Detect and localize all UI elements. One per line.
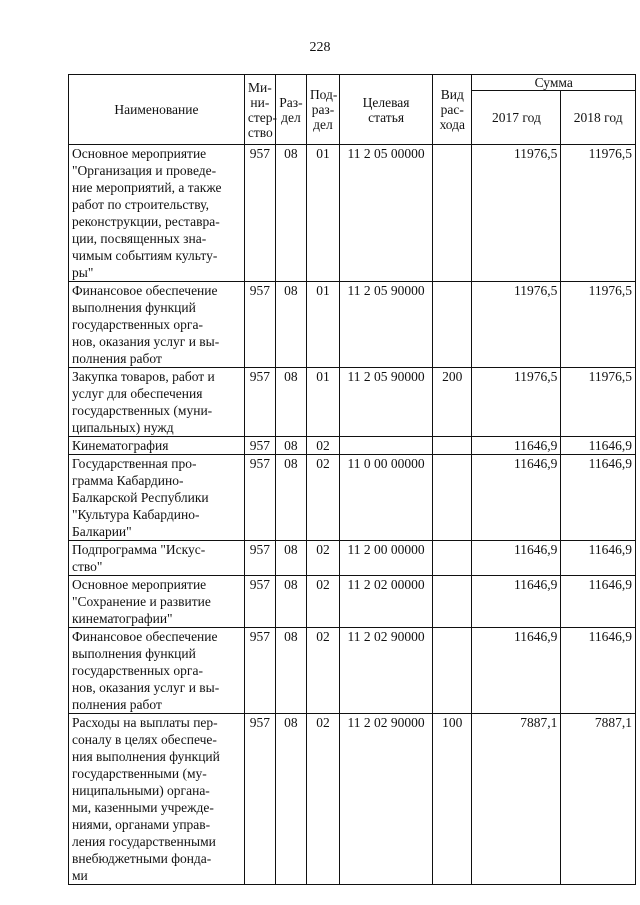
cell-2018: 11976,5: [561, 282, 636, 368]
cell-target: 11 2 02 90000: [340, 628, 433, 714]
header-year-2017: 2017 год: [472, 91, 561, 145]
cell-expense-type: [433, 576, 472, 628]
cell-name: Основное мероприятие "Организация и проведе- ние мероприятий, а также работ по строительству, реконструкции, реставра- ции, посвященных зна- чимым событиям культу- ры": [69, 145, 245, 282]
cell-target: [340, 437, 433, 455]
header-target: Целевая статья: [340, 75, 433, 145]
header-ministry: Ми- ни- стер- ство: [244, 75, 275, 145]
header-sum: Сумма: [472, 75, 636, 91]
cell-name: Государственная про- грамма Кабардино- Балкарской Республики "Культура Кабардино- Балкарии": [69, 455, 245, 541]
cell-expense-type: [433, 145, 472, 282]
table-row: [69, 455, 636, 541]
cell-subsection: 02: [306, 628, 339, 714]
page-number: 228: [309, 40, 331, 55]
cell-target: 11 2 05 90000: [340, 368, 433, 437]
cell-name: Кинематография: [69, 437, 245, 455]
table-row: [69, 368, 636, 437]
cell-target: 11 2 00 00000: [340, 541, 433, 576]
cell-section: 08: [275, 455, 306, 541]
cell-ministry: 957: [244, 541, 275, 576]
cell-subsection: 02: [306, 455, 339, 541]
header-expense-type: Вид рас- хода: [433, 75, 472, 145]
budget-table: [68, 74, 636, 885]
cell-section: 08: [275, 628, 306, 714]
cell-name: Подпрограмма "Искус- ство": [69, 541, 245, 576]
cell-name: Расходы на выплаты пер- соналу в целях обеспече- ния выполнения функций государственными (му- ниципальными) органа- ми, казенными учрежде- ниями, органами управ- ления государственными внебюджетными фонда- ми: [69, 714, 245, 885]
cell-2018: 11646,9: [561, 628, 636, 714]
cell-subsection: 02: [306, 714, 339, 885]
table-row: [69, 714, 636, 885]
cell-ministry: 957: [244, 628, 275, 714]
cell-expense-type: [433, 628, 472, 714]
cell-expense-type: 100: [433, 714, 472, 885]
cell-2017: 11646,9: [472, 576, 561, 628]
cell-2017: 11646,9: [472, 455, 561, 541]
cell-subsection: 01: [306, 145, 339, 282]
cell-subsection: 02: [306, 437, 339, 455]
cell-2017: 11646,9: [472, 628, 561, 714]
cell-2018: 11646,9: [561, 576, 636, 628]
table-row: [69, 437, 636, 455]
cell-target: 11 2 05 90000: [340, 282, 433, 368]
cell-2017: 7887,1: [472, 714, 561, 885]
cell-2018: 11976,5: [561, 368, 636, 437]
cell-expense-type: [433, 437, 472, 455]
cell-target: 11 2 02 90000: [340, 714, 433, 885]
cell-name: Финансовое обеспечение выполнения функций государственных орга- нов, оказания услуг и вы- полнения работ: [69, 282, 245, 368]
cell-2017: 11646,9: [472, 541, 561, 576]
cell-subsection: 01: [306, 368, 339, 437]
table-row: [69, 145, 636, 282]
cell-2018: 11646,9: [561, 437, 636, 455]
cell-section: 08: [275, 368, 306, 437]
cell-section: 08: [275, 282, 306, 368]
cell-name: Финансовое обеспечение выполнения функций государственных орга- нов, оказания услуг и вы- полнения работ: [69, 628, 245, 714]
cell-target: 11 2 02 00000: [340, 576, 433, 628]
cell-name: Основное мероприятие "Сохранение и развитие кинематографии": [69, 576, 245, 628]
header-section: Раз- дел: [275, 75, 306, 145]
cell-ministry: 957: [244, 455, 275, 541]
header-subsection: Под- раз- дел: [306, 75, 339, 145]
header-name: Наименование: [69, 75, 245, 145]
table-row: [69, 576, 636, 628]
cell-subsection: 02: [306, 541, 339, 576]
cell-2018: 11646,9: [561, 455, 636, 541]
cell-2018: 7887,1: [561, 714, 636, 885]
cell-section: 08: [275, 541, 306, 576]
cell-ministry: 957: [244, 368, 275, 437]
cell-name: Закупка товаров, работ и услуг для обеспечения государственных (муни- ципальных) нужд: [69, 368, 245, 437]
cell-ministry: 957: [244, 282, 275, 368]
cell-ministry: 957: [244, 576, 275, 628]
cell-target: 11 0 00 00000: [340, 455, 433, 541]
cell-expense-type: [433, 541, 472, 576]
cell-section: 08: [275, 437, 306, 455]
cell-target: 11 2 05 00000: [340, 145, 433, 282]
header-year-2018: 2018 год: [561, 91, 636, 145]
cell-2018: 11976,5: [561, 145, 636, 282]
cell-2018: 11646,9: [561, 541, 636, 576]
table-row: [69, 628, 636, 714]
cell-ministry: 957: [244, 714, 275, 885]
cell-section: 08: [275, 145, 306, 282]
cell-expense-type: [433, 455, 472, 541]
cell-ministry: 957: [244, 145, 275, 282]
table-row: [69, 541, 636, 576]
cell-ministry: 957: [244, 437, 275, 455]
table-header: [69, 75, 636, 145]
cell-subsection: 01: [306, 282, 339, 368]
cell-subsection: 02: [306, 576, 339, 628]
table-row: [69, 282, 636, 368]
cell-expense-type: 200: [433, 368, 472, 437]
cell-section: 08: [275, 714, 306, 885]
cell-expense-type: [433, 282, 472, 368]
cell-section: 08: [275, 576, 306, 628]
cell-2017: 11976,5: [472, 368, 561, 437]
cell-2017: 11646,9: [472, 437, 561, 455]
table-body: [69, 145, 636, 885]
cell-2017: 11976,5: [472, 145, 561, 282]
cell-2017: 11976,5: [472, 282, 561, 368]
